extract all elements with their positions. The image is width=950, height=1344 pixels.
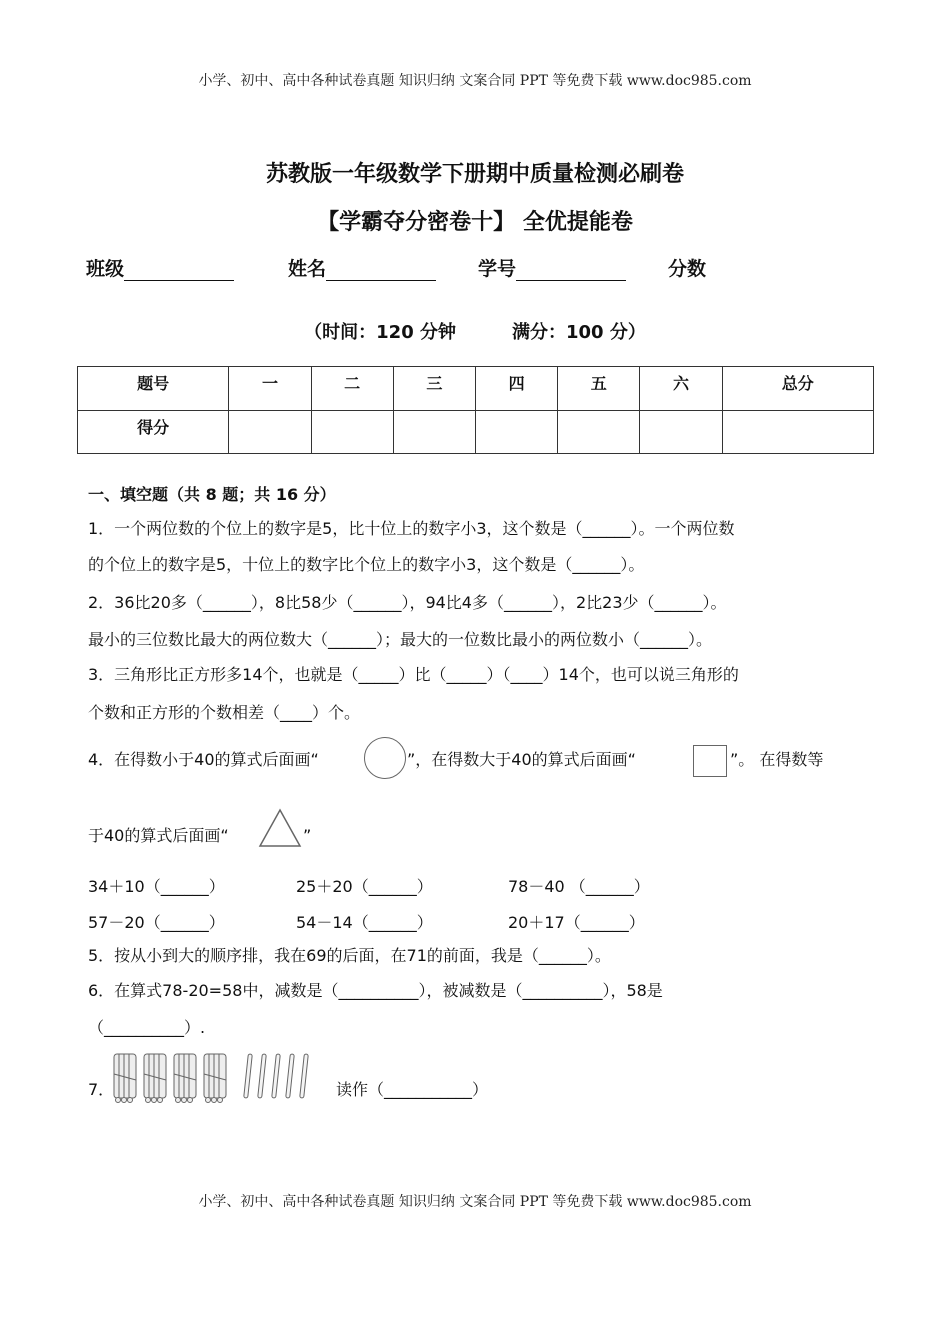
number-blank[interactable] [516, 260, 626, 281]
score-cell[interactable] [393, 410, 475, 454]
question-6-line-1: 6．在算式78-20=58中，减数是（__________），被减数是（__________），58是 [88, 981, 663, 1000]
score-cell[interactable] [558, 410, 640, 454]
score-cell[interactable] [311, 410, 393, 454]
question-4-line-2: 于40的算式后面画“ [88, 826, 229, 845]
score-cell[interactable] [640, 410, 722, 454]
circle-icon [364, 737, 406, 779]
square-icon [693, 745, 727, 777]
score-table [77, 366, 874, 454]
question-6-line-2: （__________）. [88, 1018, 206, 1037]
question-2-line-1: 2．36比20多（______），8比58少（______），94比4多（______），2比23少（______）。 [88, 593, 727, 612]
question-3-line-2: 个数和正方形的个数相差（____）个。 [88, 703, 361, 722]
score-table-score-row [78, 410, 874, 454]
question-4-part-2: ”，在得数大于40的算式后面画“ [407, 750, 636, 769]
score-table-header-cell: 六 [640, 367, 722, 411]
time-row [0, 318, 950, 344]
score-cell[interactable] [722, 410, 873, 454]
exam-subtitle: 【学霸夺分密卷十】 全优提能卷 [317, 210, 633, 235]
question-7-read-as: 读作（___________） [336, 1080, 489, 1099]
question-4-part-3: ”。 在得数等 [730, 750, 824, 769]
score-table-header-cell: 三 [393, 367, 475, 411]
number-label: 学号 [478, 258, 517, 280]
triangle-icon [258, 808, 302, 848]
question-2-line-2: 最小的三位数比最大的两位数大（______）；最大的一位数比最小的两位数小（______）。 [88, 630, 713, 649]
equation-item: 20＋17（______） [508, 913, 645, 932]
stick-bundle-icon [174, 1054, 196, 1103]
score-cell[interactable] [475, 410, 557, 454]
equation-item: 34＋10（______） [88, 877, 225, 896]
stick-bundle-icon [144, 1054, 166, 1103]
score-label: 分数 [668, 258, 707, 280]
single-stick-icon [244, 1054, 309, 1098]
score-table-header-row [78, 367, 874, 411]
score-table-header-cell: 题号 [78, 367, 229, 411]
question-3-line-1: 3．三角形比正方形多14个，也就是（_____）比（_____）（____）14个，也可以说三角形的 [88, 665, 739, 684]
score-table-header-cell: 总分 [722, 367, 873, 411]
equation-item: 25＋20（______） [296, 877, 433, 896]
question-1-line-2: 的个位上的数字是5，十位上的数字比个位上的数字小3，这个数是（______）。 [88, 555, 645, 574]
question-4-line-2-end: ” [303, 826, 312, 845]
score-cell[interactable] [229, 410, 311, 454]
score-row-label: 得分 [78, 410, 229, 454]
exam-title: 苏教版一年级数学下册期中质量检测必刷卷 [265, 162, 684, 187]
question-1-line-1: 1．一个两位数的个位上的数字是5，比十位上的数字小3，这个数是（______）。一个两位数 [88, 519, 735, 538]
equation-item: 57－20（______） [88, 913, 225, 932]
score-table-header-cell: 四 [475, 367, 557, 411]
full-score: 满分：100 分） [512, 322, 646, 343]
name-label: 姓名 [288, 258, 327, 280]
score-table-header-cell: 五 [558, 367, 640, 411]
page-footer: 小学、初中、高中各种试卷真题 知识归纳 文案合同 PPT 等免费下载 www.doc985.com [198, 1194, 752, 1210]
stick-bundle-icon [114, 1054, 136, 1103]
time-limit: （时间：120 分钟 [304, 322, 456, 343]
equation-item: 54－14（______） [296, 913, 433, 932]
class-blank[interactable] [124, 260, 234, 281]
question-7-number: 7． [88, 1080, 115, 1099]
stick-bundle-icon [204, 1054, 226, 1103]
question-4-part-1: 4．在得数小于40的算式后面画“ [88, 750, 319, 769]
score-table-header-cell: 一 [229, 367, 311, 411]
equation-item: 78－40 （______） [508, 877, 650, 896]
name-blank[interactable] [326, 260, 436, 281]
section-1-title: 一、填空题（共 8 题；共 16 分） [88, 485, 336, 504]
question-5: 5．按从小到大的顺序排，我在69的后面，在71的前面，我是（______）。 [88, 946, 611, 965]
class-label: 班级 [86, 258, 125, 280]
stick-bundles-illustration [112, 1050, 332, 1110]
score-table-header-cell: 二 [311, 367, 393, 411]
page-header: 小学、初中、高中各种试卷真题 知识归纳 文案合同 PPT 等免费下载 www.doc985.com [198, 73, 752, 89]
